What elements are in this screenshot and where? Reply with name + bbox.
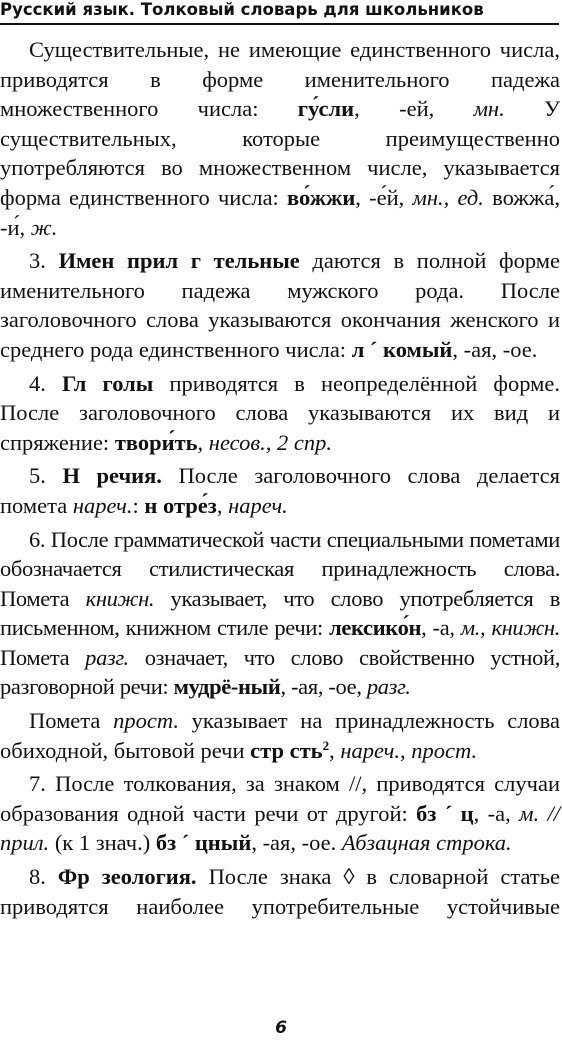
headword: Фр зеология.: [57, 864, 197, 890]
paragraph-derivation: [0, 769, 560, 858]
page-number: 6: [275, 1018, 287, 1038]
usage-mark: м., книжн.: [460, 615, 560, 641]
text-run: , -ая, -ое.: [452, 336, 538, 362]
usage-mark: нареч., прост.: [340, 737, 478, 763]
headword: во́жжи: [287, 184, 356, 210]
text-run: :: [132, 492, 145, 518]
usage-mark: мн.: [473, 96, 505, 122]
text-run: , -ей,: [354, 96, 474, 122]
paragraph-verbs: [0, 369, 560, 458]
text-run: 8.: [29, 864, 58, 890]
paragraph-colloquial-mark: [0, 706, 560, 765]
text-run: , -а,: [421, 615, 461, 641]
text-run: (к 1 знач.): [49, 830, 156, 856]
headword: стр сть: [250, 737, 323, 763]
paragraph-phraseology: [0, 862, 560, 921]
text-run: 5.: [29, 463, 63, 489]
usage-mark: м. // прил.: [0, 800, 560, 856]
text-run: ,: [329, 737, 341, 763]
paragraph-plural-nouns: [0, 35, 560, 242]
usage-mark: нареч.: [228, 492, 288, 518]
usage-mark: Абзацная строка.: [341, 830, 512, 856]
text-run: 4.: [29, 370, 63, 396]
headword: Имен прил г тельные: [58, 248, 300, 274]
usage-mark: ж.: [30, 214, 58, 240]
text-run: указывает на принадлежность слова обиходной, бытовой речи: [0, 708, 560, 763]
headword: бз ´ цный: [155, 830, 252, 856]
running-head: Русский язык. Толковый словарь для школьников: [0, 0, 484, 19]
text-run: ,: [197, 429, 209, 455]
text-run: После знака ◊ в словарной статье приводятся наиболее употребительные устойчивые: [0, 864, 560, 919]
usage-mark: несов., 2 спр.: [208, 429, 332, 455]
usage-mark: книжн.: [85, 585, 155, 611]
headword: Гл голы: [62, 370, 154, 396]
text-run: 6. После грамматической части специальными пометами обозначается стилистическая принадлежность слова. Помета: [0, 526, 560, 611]
text-run: даются в полной форме именительного падежа мужского рода. После заголовочного слова указываются окончания женского и среднего рода единственного числа:: [0, 248, 561, 362]
text-run: вожжа́, -и́,: [0, 184, 560, 240]
text-run: , -а,: [473, 800, 520, 826]
headword: твори́ть: [114, 429, 198, 455]
paragraph-adjectives: [0, 246, 560, 364]
usage-mark: мн., ед.: [412, 184, 484, 210]
headword: л ´ комый: [351, 336, 453, 362]
headword: лексико́н: [329, 615, 422, 641]
headword: н отре́з: [144, 492, 217, 518]
text-run: , -ая, -ое,: [280, 674, 367, 700]
text-run: У существительных, которые преимущественно употребляются во множественном числе, указывается форма единственного числа:: [0, 96, 560, 210]
homonym-index: 2: [322, 737, 330, 753]
text-run: 7. После толкования, за знаком //, приводятся случаи образования одной части речи от другой:: [0, 771, 560, 826]
headword: Н речия.: [62, 463, 162, 489]
headword: бз ´ ц: [416, 800, 474, 826]
usage-mark: прост.: [113, 708, 179, 734]
headword: гу́сли: [297, 96, 355, 122]
text-run: ,: [216, 492, 229, 518]
text-run: означает, что слово свойственно устной, разговорной речи:: [0, 644, 560, 700]
text-run: , -е́й,: [355, 184, 413, 210]
text-run: 3.: [29, 248, 59, 274]
usage-mark: разг.: [85, 644, 129, 670]
page-body: [0, 35, 560, 921]
text-run: Помета: [0, 644, 86, 670]
paragraph-adverbs: [0, 461, 560, 520]
headword: мудрё-ный: [173, 674, 281, 700]
usage-mark: нареч.: [72, 492, 133, 518]
paragraph-stylistic-marks: [0, 525, 560, 703]
header-rule: [0, 23, 559, 25]
usage-mark: разг.: [366, 674, 411, 700]
text-run: Помета: [29, 708, 114, 734]
text-run: , -ая, -ое.: [251, 830, 342, 856]
text-run: После заголовочного слова делается помета: [0, 463, 560, 518]
text-run: приводятся в неопределённой форме. После заголовочного слова указываются их вид и спряжение:: [0, 370, 561, 455]
text-run: указывает, что слово употребляется в письменном, книжном стиле речи:: [0, 585, 560, 641]
text-run: Существительные, не имеющие единственного числа, приводятся в форме именительного падежа множественного числа:: [0, 37, 560, 122]
